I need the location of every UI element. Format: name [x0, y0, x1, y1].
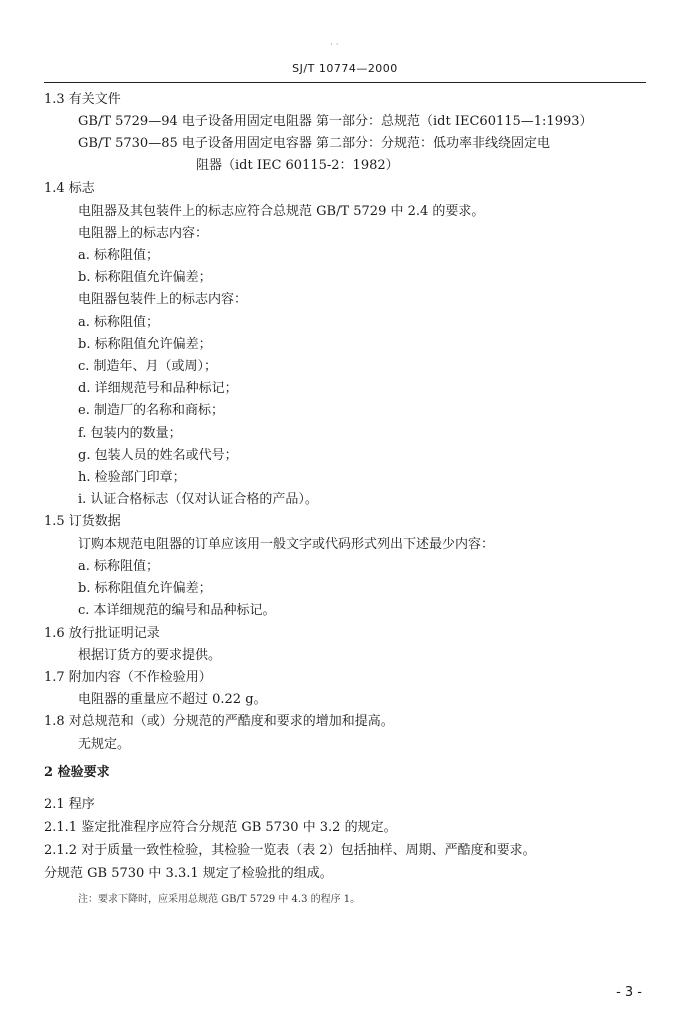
body-text: 无规定。: [78, 737, 131, 752]
list-item: a. 标称阻值；: [78, 559, 160, 574]
ref-doc-line-cont: 阻器（idt IEC 60115-2：1982）: [196, 158, 399, 173]
header-rule: [44, 82, 646, 83]
section-1-6-heading: 1.6 放行批证明记录: [44, 626, 160, 641]
list-item: b. 标称阻值允许偏差；: [78, 270, 212, 285]
body-text: 根据订货方的要求提供。: [78, 648, 222, 663]
body-text: 订购本规范电阻器的订单应该用一般文字或代码形式列出下述最少内容：: [78, 537, 495, 552]
section-1-8-heading: 1.8 对总规范和（或）分规范的严酷度和要求的增加和提高。: [44, 714, 394, 729]
section-1-4-heading: 1.4 标志: [44, 181, 95, 196]
section-2-1-heading: 2.1 程序: [44, 797, 95, 812]
list-item: d. 详细规范号和品种标记；: [78, 381, 238, 396]
list-item: i. 认证合格标志（仅对认证合格的产品）。: [78, 492, 318, 507]
ref-doc-line: GB/T 5730—85 电子设备用固定电容器 第二部分：分规范：低功率非线绕固定电: [78, 136, 551, 151]
body-text: 2.1.2 对于质量一致性检验，其检验一览表（表 2）包括抽样、周期、严酷度和要求。: [44, 843, 536, 858]
section-1-3-heading: 1.3 有关文件: [44, 92, 121, 107]
list-item: f. 包装内的数量；: [78, 426, 182, 441]
standard-number-header: SJ/T 10774—2000: [292, 62, 398, 75]
body-text: 电阻器包装件上的标志内容：: [78, 292, 248, 307]
list-item: c. 制造年、月（或周）；: [78, 359, 218, 374]
top-dots: · ·: [330, 40, 339, 50]
body-text: 电阻器及其包装件上的标志应符合总规范 GB/T 5729 中 2.4 的要求。: [78, 204, 485, 219]
list-item: g. 包装人员的姓名或代号；: [78, 448, 238, 463]
footnote: 注：要求下降时，应采用总规范 GB/T 5729 中 4.3 的程序 1。: [78, 894, 361, 905]
section-1-5-heading: 1.5 订货数据: [44, 514, 121, 529]
body-text: 2.1.1 鉴定批准程序应符合分规范 GB 5730 中 3.2 的规定。: [44, 820, 397, 835]
body-text: 电阻器的重量应不超过 0.22 g。: [78, 692, 267, 707]
page-number: - 3 -: [616, 985, 642, 1000]
list-item: c. 本详细规范的编号和品种标记。: [78, 603, 276, 618]
list-item: e. 制造厂的名称和商标；: [78, 403, 224, 418]
list-item: b. 标称阻值允许偏差；: [78, 337, 212, 352]
section-2-heading: 2 检验要求: [44, 765, 110, 780]
body-text: 电阻器上的标志内容：: [78, 226, 209, 241]
ref-doc-line: GB/T 5729—94 电子设备用固定电阻器 第一部分：总规范（idt IEC60115—1:1993）: [78, 114, 593, 129]
list-item: h. 检验部门印章；: [78, 470, 186, 485]
body-text: 分规范 GB 5730 中 3.3.1 规定了检验批的组成。: [44, 866, 333, 881]
list-item: b. 标称阻值允许偏差；: [78, 581, 212, 596]
section-1-7-heading: 1.7 附加内容（不作检验用）: [44, 670, 212, 685]
list-item: a. 标称阻值；: [78, 248, 160, 263]
list-item: a. 标称阻值；: [78, 315, 160, 330]
